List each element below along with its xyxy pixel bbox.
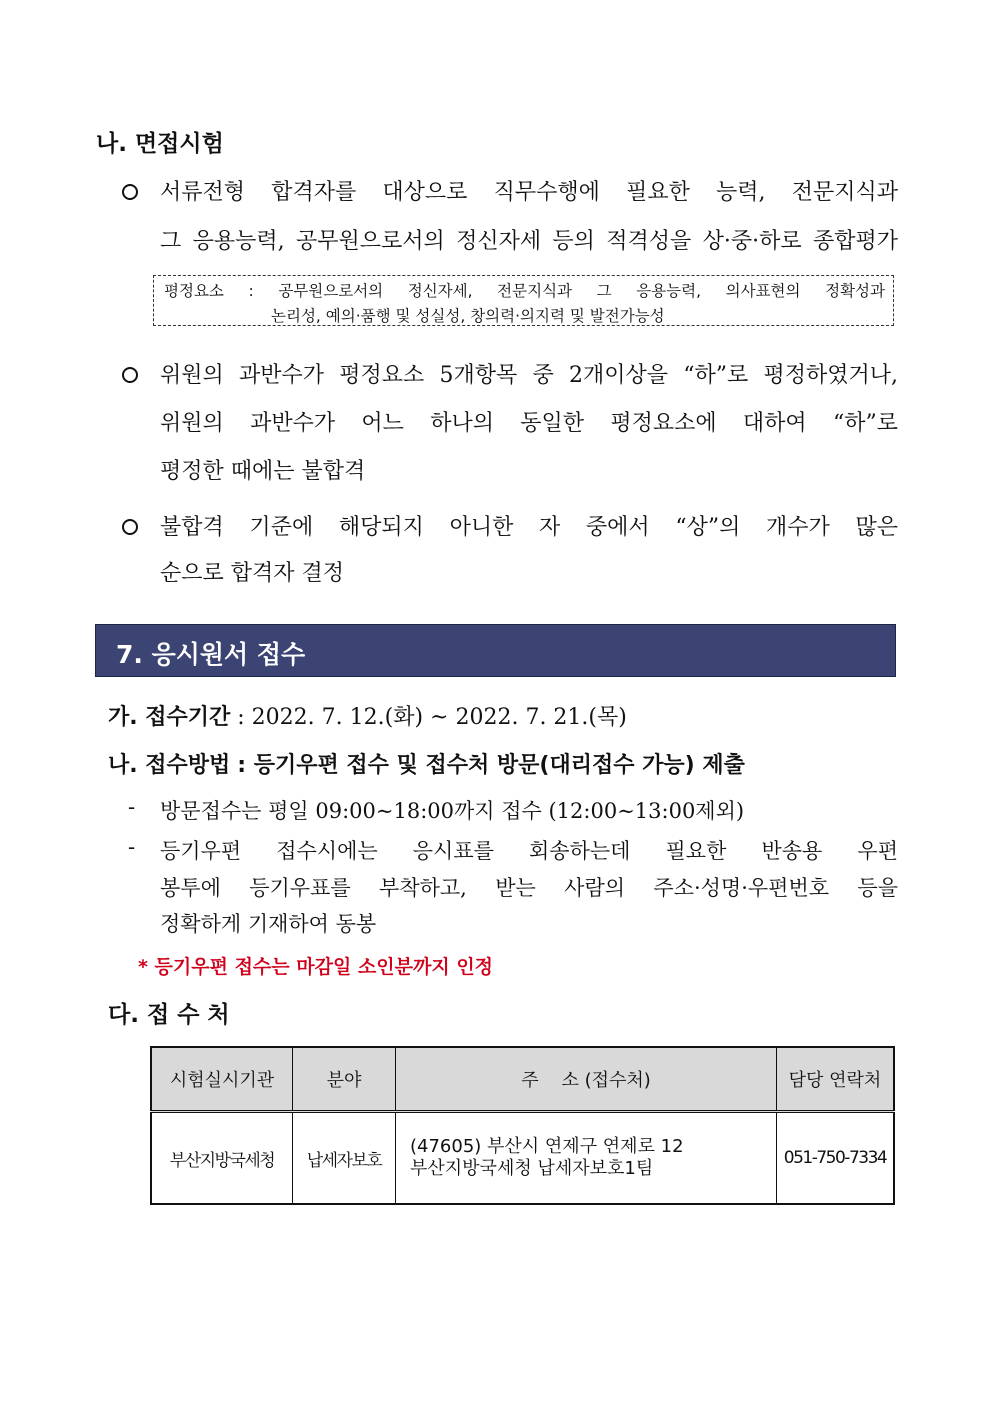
address-cell [396,1112,777,1205]
dash-bullet-icon: - [128,795,136,819]
bullet-text: 서류전형 합격자를 대상으로 직무수행에 필요한 능력, 전문지식과 [160,180,898,205]
method-label: 나. 접수방법 [108,753,231,778]
field-cell: 납세자보호 [293,1112,396,1205]
bullet-item [122,175,898,255]
circle-bullet-icon [122,519,138,535]
address-line: (47605) 부산시 연제구 연제로 12 [410,1136,684,1157]
deadline-note: * 등기우편 접수는 마감일 소인분까지 인정 [138,956,494,978]
circle-bullet-icon [122,184,138,200]
period-value: : 2022. 7. 12.(화) ~ 2022. 7. 21.(목) [237,705,627,730]
bullet-item [122,510,898,590]
section-title-interview: 나. 면접시험 [96,131,224,157]
dash-bullet-icon: - [128,835,136,859]
method-row [108,748,745,779]
bullet-text: 위원의 과반수가 어느 하나의 동일한 평정요소에 대하여 “하”로 [160,411,898,436]
method-value: : 등기우편 접수 및 접수처 방문(대리접수 가능) 제출 [237,753,745,778]
bullet-text: 평정한 때에는 불합격 [160,459,366,484]
table-header-cell: 주 소 (접수처) [396,1047,777,1112]
agency-cell: 부산지방국세청 [151,1112,293,1205]
phone-cell: 051-750-7334 [777,1112,895,1205]
dash-text: 방문접수는 평일 09:00∼18:00까지 접수 (12:00∼13:00제외) [160,799,745,823]
bullet-text: 순으로 합격자 결정 [160,561,345,586]
bullet-text: 위원의 과반수가 평정요소 5개항목 중 2개이상을 “하”로 평정하였거나, [160,363,898,388]
circle-bullet-icon [122,367,138,383]
criteria-text: 논리성, 예의·품행 및 성실성, 창의력·의지력 및 발전가능성 [271,307,665,325]
bullet-text: 불합격 기준에 해당되지 아니한 자 중에서 “상”의 개수가 많은 [160,515,898,540]
address-line: 부산지방국세청 납세자보호1팀 [410,1158,654,1179]
reception-table [150,1046,895,1205]
table-row [151,1112,894,1205]
table-header-cell: 담당 연락처 [777,1047,895,1112]
bullet-item [122,358,898,488]
section-banner-title: 7. 응시원서 접수 [116,640,306,669]
table-header-cell: 분야 [293,1047,396,1112]
criteria-box [153,275,894,326]
dash-item [128,835,898,945]
dash-text: 봉투에 등기우표를 부착하고, 받는 사람의 주소·성명·우편번호 등을 [160,876,898,900]
table-header-row [151,1047,894,1112]
dash-text: 등기우편 접수시에는 응시표를 회송하는데 필요한 반송용 우편 [160,839,898,863]
dash-text: 정확하게 기재하여 동봉 [160,912,377,936]
section-title-place: 다. 접 수 처 [108,1002,230,1028]
period-row [108,700,627,731]
bullet-text: 그 응용능력, 공무원으로서의 정신자세 등의 적격성을 상·중·하로 종합평가 [160,229,898,254]
period-label: 가. 접수기간 [108,705,231,730]
criteria-text: 평정요소 : 공무원으로서의 정신자세, 전문지식과 그 응용능력, 의사표현의 정확성과 [164,282,885,300]
section-banner [95,624,896,677]
table-header-cell: 시험실시기관 [151,1047,293,1112]
dash-item [128,795,898,825]
